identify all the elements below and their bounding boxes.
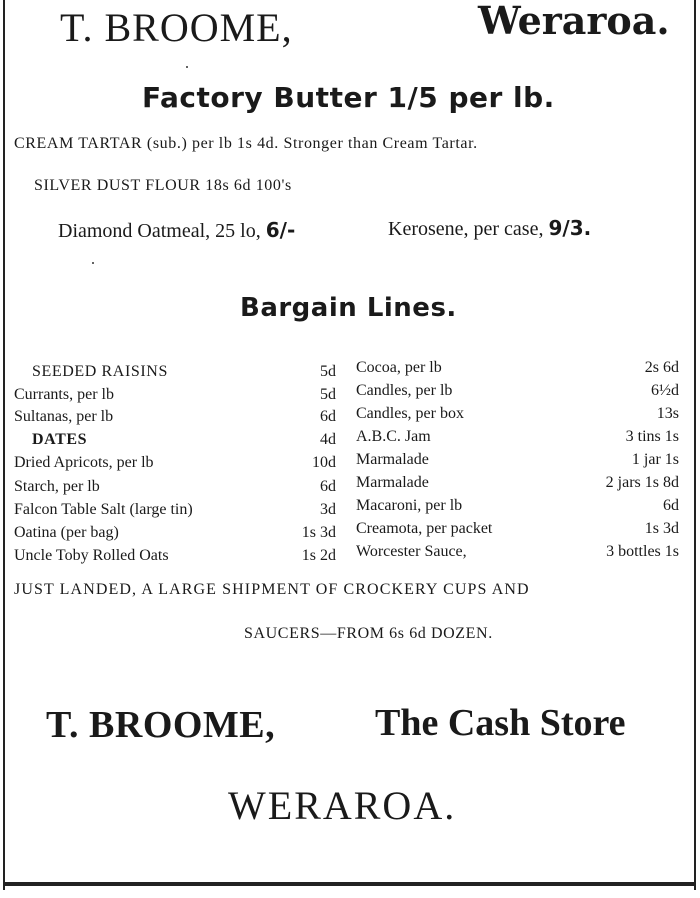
left-border [3, 0, 5, 890]
left-item-price: 5d [320, 363, 336, 380]
left-item-name: Falcon Table Salt (large tin) [14, 501, 193, 518]
oatmeal-label: Diamond Oatmeal, 25 lo, [58, 220, 261, 242]
bargain-lines-heading: Bargain Lines. [240, 293, 457, 323]
oatmeal-line [58, 220, 295, 241]
right-item-price: 1s 3d [644, 520, 679, 537]
cream-tartar-line: CREAM TARTAR (sub.) per lb 1s 4d. Stronger than Cream Tartar. [14, 135, 478, 152]
kerosene-label: Kerosene, per case, [388, 218, 544, 240]
left-item-name: Dried Apricots, per lb [14, 454, 154, 471]
right-item-price: 3 tins 1s [625, 428, 679, 445]
footer-town: WERAROA. [228, 783, 457, 828]
right-item-name: Marmalade [356, 451, 429, 468]
right-item-price: 13s [656, 405, 679, 422]
right-border [694, 0, 696, 890]
right-item-name: A.B.C. Jam [356, 428, 431, 445]
footer-merchant-name: T. BROOME, [46, 704, 276, 746]
kerosene-price: 9/3. [548, 216, 592, 240]
right-item-price: 6½d [651, 382, 679, 399]
left-item-name: SEEDED RAISINS [32, 363, 168, 380]
shipment-announcement: JUST LANDED, A LARGE SHIPMENT OF CROCKERY CUPS AND [14, 581, 530, 598]
header-merchant-name: T. BROOME, [60, 5, 293, 50]
right-item-name: Worcester Sauce, [356, 543, 467, 560]
left-item-name: Currants, per lb [14, 386, 114, 403]
left-item-name: Oatina (per bag) [14, 524, 119, 541]
left-item-price: 4d [320, 431, 336, 448]
shipment-announcement-price: SAUCERS—FROM 6s 6d DOZEN. [244, 625, 493, 642]
left-item-price: 1s 2d [301, 547, 336, 564]
right-item-name: Candles, per box [356, 405, 464, 422]
right-item-price: 6d [663, 497, 679, 514]
right-item-name: Marmalade [356, 474, 429, 491]
right-item-price: 3 bottles 1s [606, 543, 679, 560]
print-speck [186, 66, 188, 68]
left-item-price: 10d [312, 454, 336, 471]
right-item-price: 1 jar 1s [631, 451, 679, 468]
right-item-name: Candles, per lb [356, 382, 453, 399]
right-item-price: 2 jars 1s 8d [605, 474, 679, 491]
left-item-name: Starch, per lb [14, 478, 100, 495]
feature-butter-price: Factory Butter 1/5 per lb. [142, 81, 555, 114]
left-item-price: 1s 3d [301, 524, 336, 541]
left-item-name: DATES [32, 431, 88, 448]
header-town: Weraroa. [478, 0, 670, 43]
flour-line: SILVER DUST FLOUR 18s 6d 100's [34, 177, 292, 194]
right-item-name: Cocoa, per lb [356, 359, 442, 376]
left-item-price: 6d [320, 478, 336, 495]
right-item-name: Creamota, per packet [356, 520, 493, 537]
left-item-price: 6d [320, 408, 336, 425]
kerosene-line [388, 218, 591, 239]
print-speck [92, 262, 94, 264]
right-item-name: Macaroni, per lb [356, 497, 463, 514]
left-item-name: Sultanas, per lb [14, 408, 114, 425]
footer-store-name: The Cash Store [375, 702, 626, 744]
oatmeal-price: 6/- [265, 218, 296, 242]
bottom-rule [3, 882, 696, 886]
left-item-price: 3d [320, 501, 336, 518]
left-item-price: 5d [320, 386, 336, 403]
right-item-price: 2s 6d [644, 359, 679, 376]
left-item-name: Uncle Toby Rolled Oats [14, 547, 169, 564]
